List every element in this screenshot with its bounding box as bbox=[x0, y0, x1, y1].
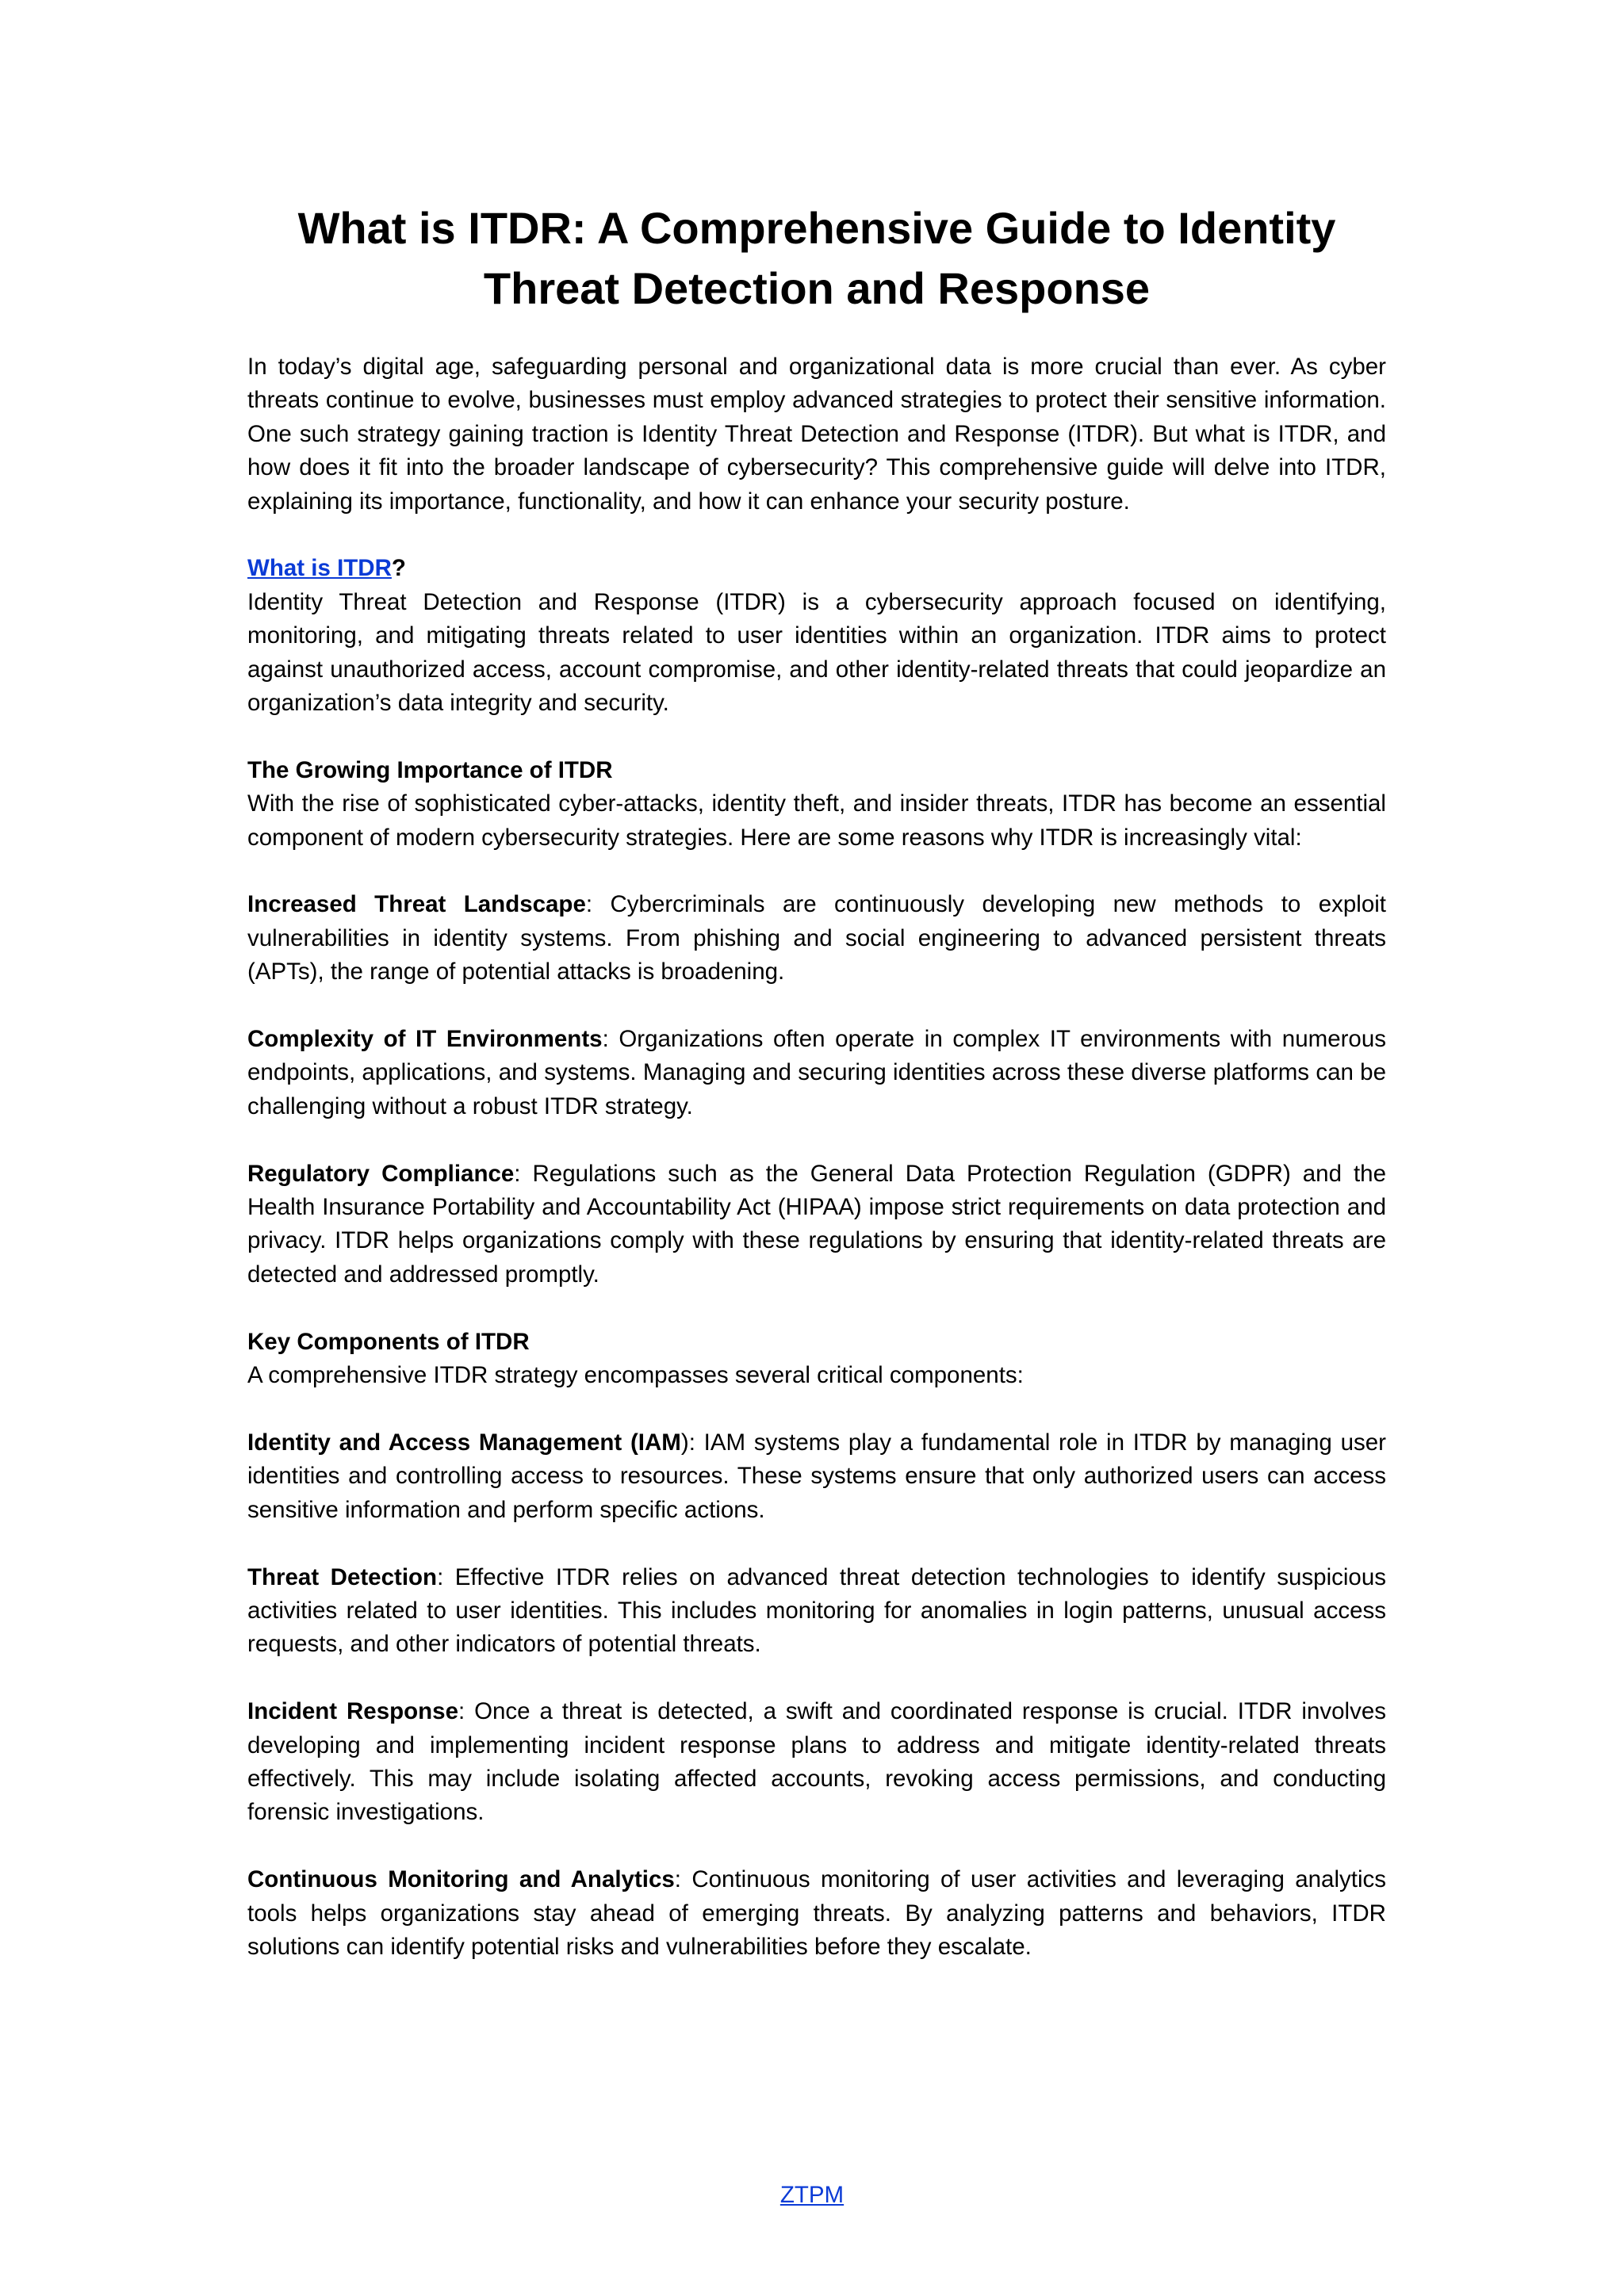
what-is-heading bbox=[247, 552, 1386, 585]
item-term: Regulatory Compliance bbox=[247, 1160, 515, 1187]
document-body bbox=[247, 350, 1386, 1964]
components-heading: Key Components of ITDR bbox=[247, 1328, 530, 1355]
components-section bbox=[247, 1326, 1386, 1393]
document-page bbox=[247, 198, 1386, 1998]
importance-section bbox=[247, 754, 1386, 855]
item-text: ): IAM systems play a fundamental role in ITDR by managing user identities and controlling access to resources. These systems ensure that only authorized users can access sensitive information and perform specific actions. bbox=[247, 1429, 1386, 1523]
item-term: Increased Threat Landscape bbox=[247, 891, 586, 918]
item-term: Threat Detection bbox=[247, 1563, 438, 1590]
intro-paragraph: In today’s digital age, safeguarding personal and organizational data is more crucial than ever. As cyber threats continue to evolve, businesses must employ advanced strategies to protect their sensitive information. One such strategy gaining traction is Identity Threat Detection and Response (ITDR). But what is ITDR, and how does it fit into the broader landscape of cybersecurity? This comprehensive guide will delve into ITDR, explaining its importance, functionality, and how it can enhance your security posture. bbox=[247, 354, 1386, 515]
footer-ztpm-link[interactable]: ZTPM bbox=[779, 2182, 845, 2208]
importance-item-threat-landscape bbox=[247, 888, 1386, 989]
item-term: Identity and Access Management (IAM bbox=[247, 1429, 681, 1456]
component-item-incident-response bbox=[247, 1695, 1386, 1830]
item-term: Complexity of IT Environments bbox=[247, 1026, 603, 1053]
component-item-iam bbox=[247, 1426, 1386, 1527]
importance-item-complexity bbox=[247, 1023, 1386, 1123]
what-is-text: Identity Threat Detection and Response (ITDR) is a cybersecurity approach focused on identifying, monitoring, and mitigating threats related to user identities within an organization. ITDR aims to protect against unauthorized access, account compromise, and other identity-related threats that could jeopardize an organization’s data integrity and security. bbox=[247, 588, 1386, 717]
item-term: Continuous Monitoring and Analytics bbox=[247, 1866, 675, 1893]
what-is-heading-suffix: ? bbox=[391, 555, 406, 582]
item-text: : Continuous monitoring of user activities and leveraging analytics tools helps organizations stay ahead of emerging threats. By analyzing patterns and behaviors, ITDR solutions can identify potential risks and vulnerabilities before they escalate. bbox=[247, 1866, 1386, 1960]
item-text: : Cybercriminals are continuously developing new methods to exploit vulnerabilities in identity systems. From phishing and social engineering to advanced persistent threats (APTs), the range of potential attacks is broadening. bbox=[247, 891, 1386, 985]
components-text: A comprehensive ITDR strategy encompasses several critical components: bbox=[247, 1362, 1024, 1389]
item-text: : Regulations such as the General Data Protection Regulation (GDPR) and the Health Insurance Portability and Accountability Act (HIPAA) impose strict requirements on data protection and privacy. ITDR helps organizations comply with these regulations by ensuring that identity-related threats are detected and addressed promptly. bbox=[247, 1160, 1386, 1288]
what-is-itdr-link[interactable]: What is ITDR bbox=[247, 555, 392, 582]
importance-text: With the rise of sophisticated cyber-attacks, identity theft, and insider threats, ITDR has become an essential component of modern cybersecurity strategies. Here are some reasons why ITDR is increasingly vital: bbox=[247, 790, 1386, 851]
item-text: : Once a threat is detected, a swift and coordinated response is crucial. ITDR involves developing and implementing incident response plans to address and mitigate identity-related threats effectively. This may include isolating affected accounts, revoking access permissions, and conducting forensic investigations. bbox=[247, 1698, 1387, 1826]
importance-heading: The Growing Importance of ITDR bbox=[247, 756, 613, 783]
component-item-threat-detection bbox=[247, 1561, 1386, 1662]
page-title: What is ITDR: A Comprehensive Guide to Identity Threat Detection and Response bbox=[297, 203, 1336, 313]
page-footer bbox=[0, 2179, 1624, 2212]
item-text: : Effective ITDR relies on advanced threat detection technologies to identify suspicious activities related to user identities. This includes monitoring for anomalies in login patterns, unusual access requests, and other indicators of potential threats. bbox=[247, 1563, 1386, 1658]
component-item-monitoring bbox=[247, 1863, 1386, 1964]
item-text: : Organizations often operate in complex IT environments with numerous endpoints, applications, and systems. Managing and securing identities across these diverse platforms can be challenging without a robust ITDR strategy. bbox=[247, 1026, 1386, 1119]
what-is-section bbox=[247, 552, 1386, 720]
item-term: Incident Response bbox=[247, 1698, 458, 1725]
importance-item-compliance bbox=[247, 1158, 1386, 1292]
